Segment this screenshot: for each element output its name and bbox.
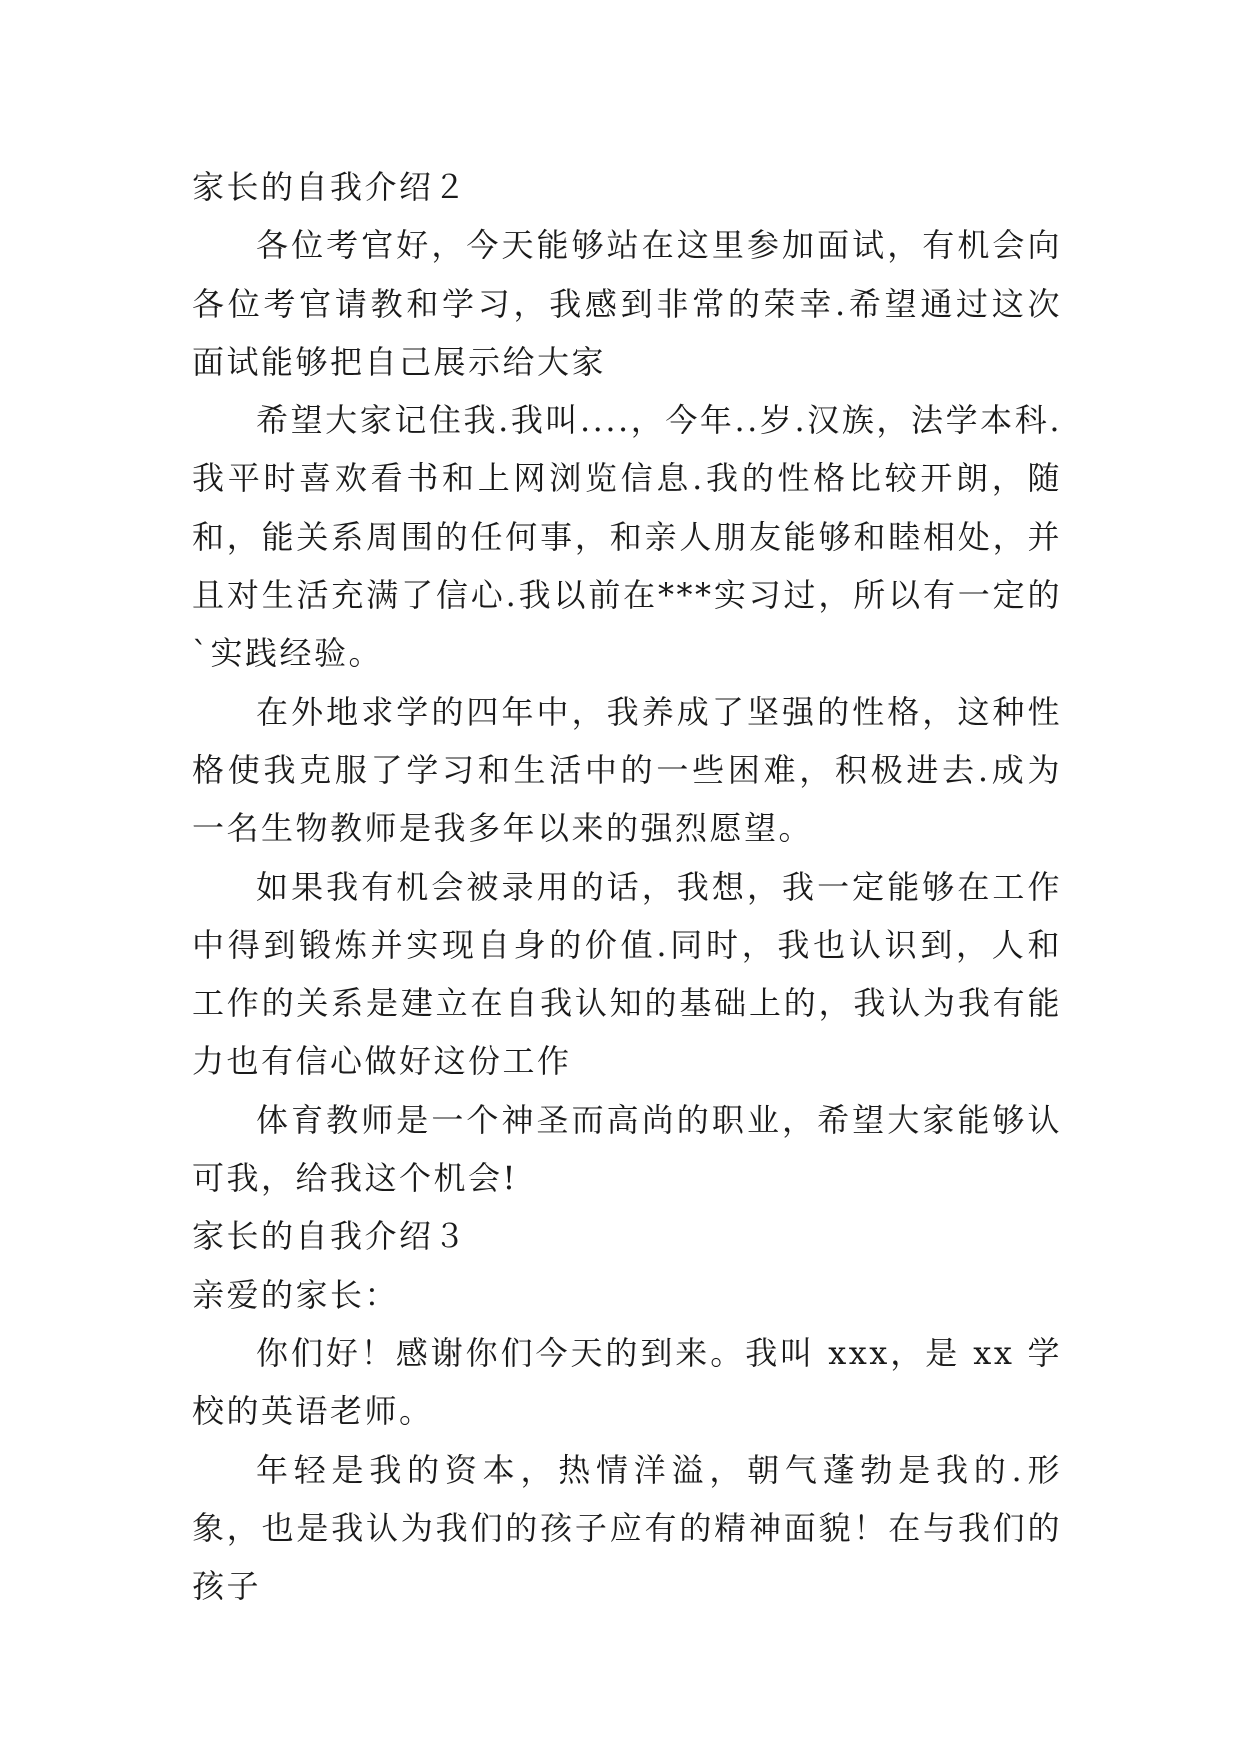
section-heading-3: 家长的自我介绍３ — [192, 1217, 469, 1256]
paragraph-closing: 体育教师是一个神圣而高尚的职业，希望大家能够认可我，给我这个机会! — [192, 1100, 1062, 1198]
paragraph-teacher-intro: 你们好！感谢你们今天的到来。我叫 xxx，是 xx 学校的英语老师。 — [192, 1333, 1062, 1431]
section-heading-2: 家长的自我介绍２ — [192, 168, 469, 206]
paragraph-study-experience: 在外地求学的四年中，我养成了坚强的性格，这种性格使我克服了学习和生活中的一些困难，积极进去.成为一名生物教师是我多年以来的强烈愿望。 — [192, 692, 1062, 848]
salutation: 亲爱的家长： — [192, 1275, 400, 1314]
document-body — [192, 158, 1062, 1615]
paragraph-job-aspiration: 如果我有机会被录用的话，我想，我一定能够在工作中得到锻炼并实现自身的价值.同时，我也认识到，人和工作的关系是建立在自我认知的基础上的，我认为我有能力也有信心做好这份工作 — [192, 867, 1062, 1081]
paragraph-youth: 年轻是我的资本，热情洋溢，朝气蓬勃是我的.形象，也是我认为我们的孩子应有的精神面貌！在与我们的孩子 — [192, 1450, 1062, 1606]
paragraph-greeting: 各位考官好，今天能够站在这里参加面试，有机会向各位考官请教和学习，我感到非常的荣幸.希望通过这次面试能够把自己展示给大家 — [192, 226, 1062, 381]
paragraph-personal-info: 希望大家记住我.我叫....，今年..岁.汉族，法学本科.我平时喜欢看书和上网浏览信息.我的性格比较开朗，随和，能关系周围的任何事，和亲人朋友能够和睦相处，并且对生活充满了信心.我以前在***实习过，所以有一定的`实践经验。 — [192, 401, 1062, 673]
